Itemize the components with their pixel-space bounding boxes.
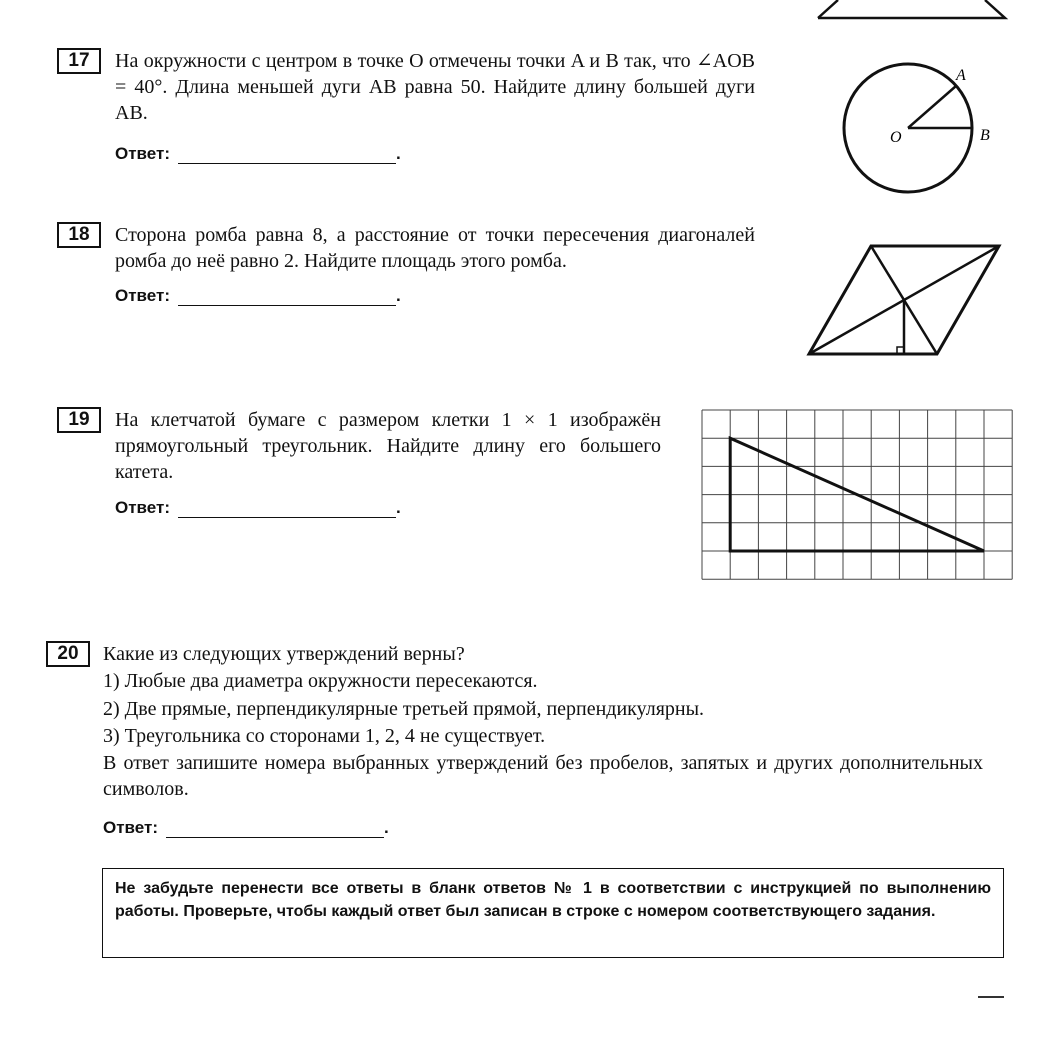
answer-line[interactable] (178, 287, 396, 306)
task-number: 17 (57, 48, 101, 74)
answer-line[interactable] (178, 499, 396, 518)
answer-field[interactable]: Ответ: . (115, 498, 401, 517)
task-number: 19 (57, 407, 101, 433)
statement-3: 3) Треугольника со сторонами 1, 2, 4 не существует. (103, 725, 546, 747)
answer-label: Ответ: (115, 286, 170, 305)
answer-line[interactable] (178, 145, 396, 164)
previous-figure-fragment (0, 0, 1052, 30)
answer-label: Ответ: (115, 498, 170, 517)
task-text: На клетчатой бумаге с размером клетки 1 × 1 изображён прямоугольный треугольник. Найдите длину его большего катета. (115, 409, 661, 483)
statement-2: 2) Две прямые, перпендикулярные третьей прямой, перпендикулярны. (103, 698, 705, 720)
circle-figure (820, 62, 1020, 222)
page-number-fragment (978, 996, 1004, 998)
answer-line[interactable] (166, 819, 384, 838)
task-number: 18 (57, 222, 101, 248)
answer-field[interactable]: Ответ: . (115, 144, 401, 163)
task-text: Сторона ромба равна 8, а расстояние от точки пересечения диагоналей ромба до неё равно 2. Найдите площадь этого ромба. (115, 224, 755, 272)
answer-field[interactable]: Ответ: . (115, 286, 401, 305)
answer-label: Ответ: (103, 818, 158, 837)
rhombus-figure (805, 242, 1015, 362)
reminder-note: Не забудьте перенести все ответы в бланк ответов № 1 в соответствии с инструкцией по выполнению работы. Проверьте, чтобы каждый ответ был записан в строке с номером соответствующего задания. (102, 868, 1004, 958)
statement-1: 1) Любые два диаметра окружности пересекаются. (103, 670, 538, 692)
label-o: O (890, 129, 902, 146)
answer-label: Ответ: (115, 144, 170, 163)
label-b: B (980, 127, 990, 144)
task-question: Какие из следующих утверждений верны? (103, 643, 465, 665)
task-text: На окружности с центром в точке O отмечены точки A и B так, что ∠AOB = 40°. Длина меньшей дуги AB равна 50. Найдите длину большей дуги AB. (115, 50, 755, 124)
grid-figure (702, 410, 1014, 580)
answer-field[interactable]: Ответ: . (103, 818, 389, 837)
label-a: A (956, 67, 966, 84)
task-number: 20 (46, 641, 90, 667)
task-instruction: В ответ запишите номера выбранных утверждений без пробелов, запятых и других дополнительных символов. (103, 752, 983, 800)
